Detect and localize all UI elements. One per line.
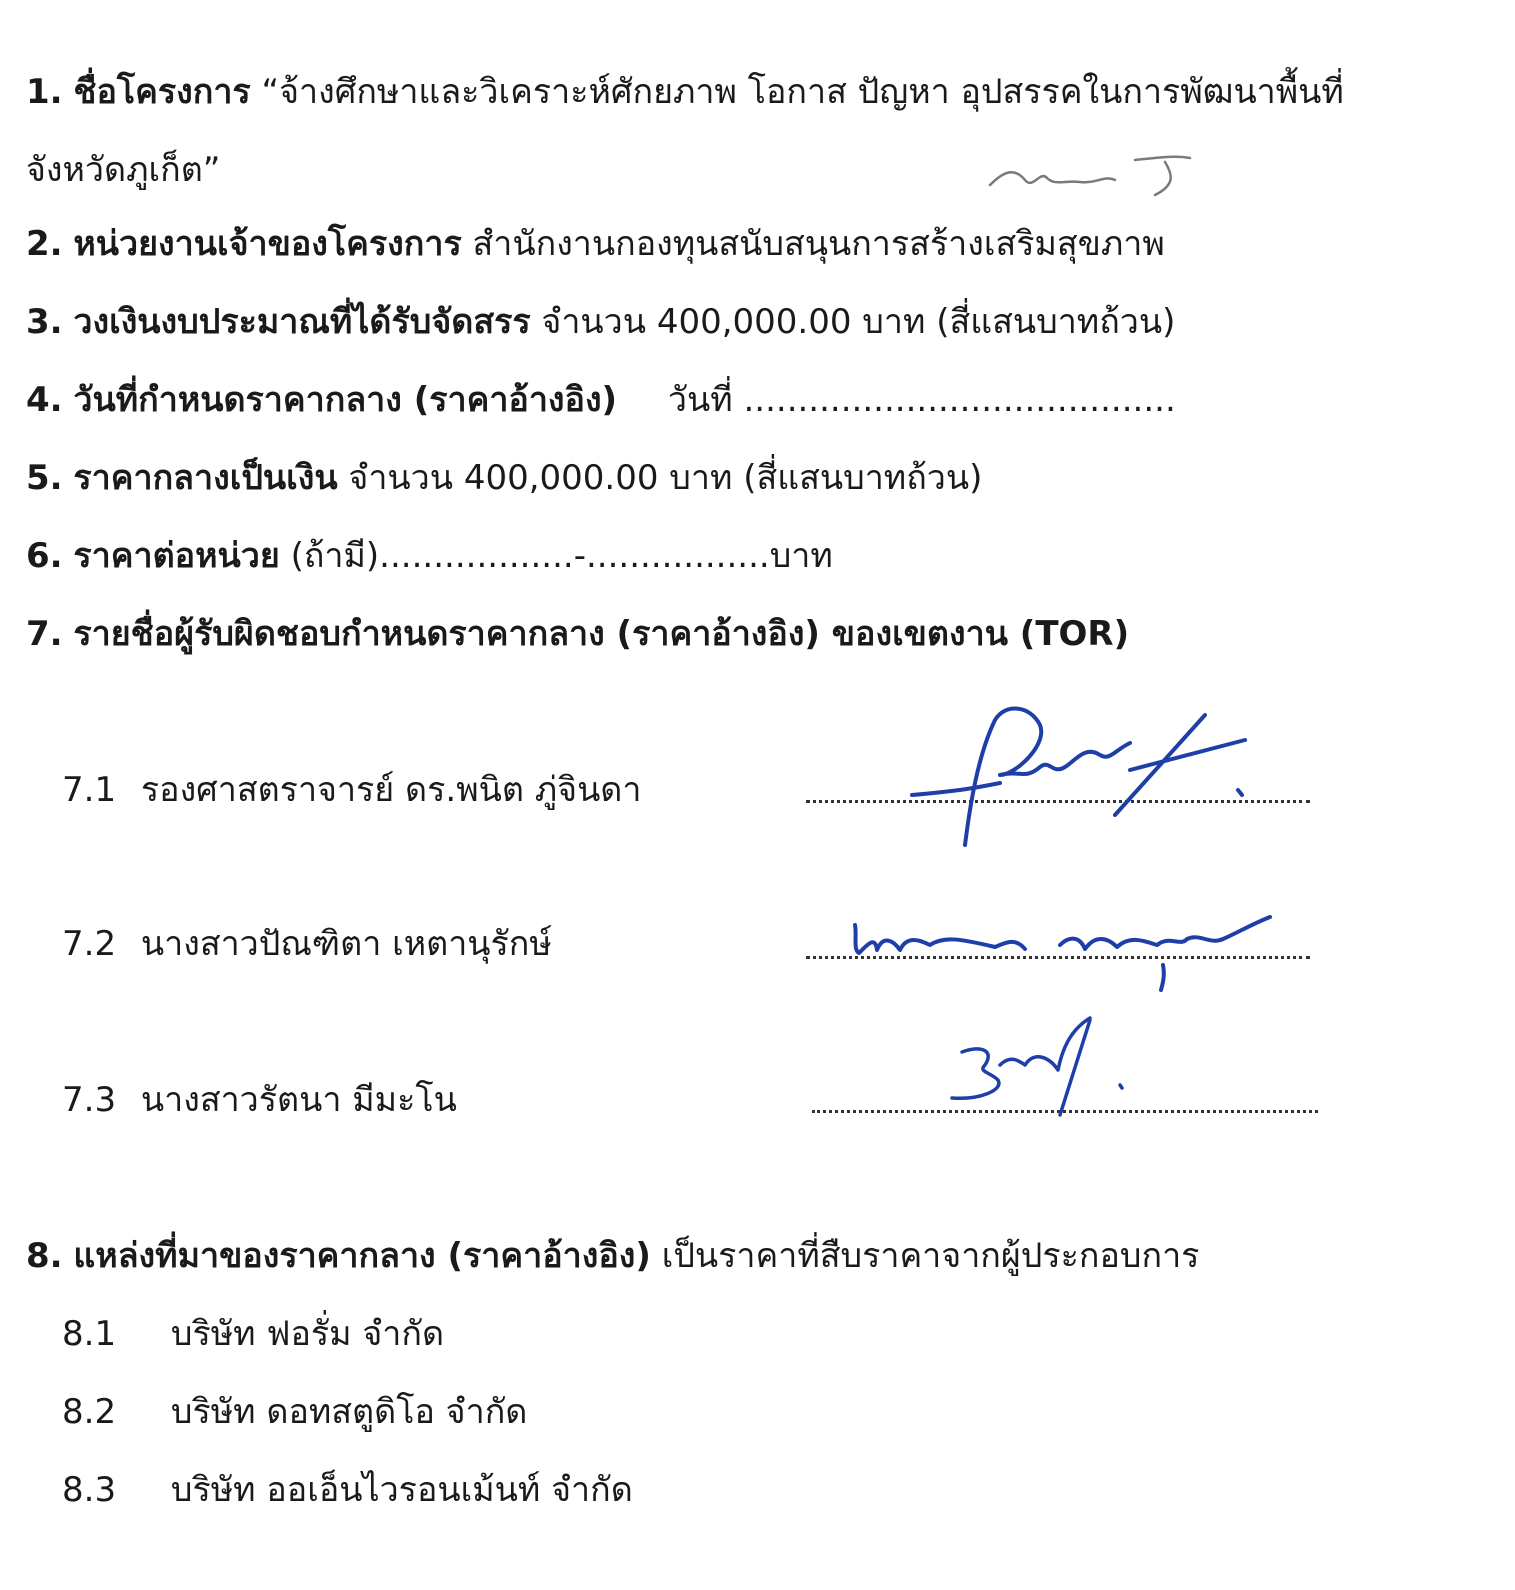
person-name: รองศาสตราจารย์ ดร.พนิต ภู่จินดา bbox=[140, 770, 642, 810]
item-4-num: 4. bbox=[26, 380, 63, 420]
source-row-3 bbox=[62, 1466, 633, 1514]
item-8-num: 8. bbox=[26, 1236, 63, 1276]
source-name: บริษัท ดอทสตูดิโอ จำกัด bbox=[170, 1392, 528, 1432]
item-6-num: 6. bbox=[26, 536, 63, 576]
item-5-label: ราคากลางเป็นเงิน bbox=[73, 458, 338, 498]
item-2-label: หน่วยงานเจ้าของโครงการ bbox=[73, 224, 462, 264]
signature-3 bbox=[940, 1010, 1140, 1120]
item-4-label: วันที่กำหนดราคากลาง (ราคาอ้างอิง) bbox=[73, 380, 618, 420]
item-3-value: จำนวน 400,000.00 บาท (สี่แสนบาทถ้วน) bbox=[541, 302, 1176, 342]
initials-signature bbox=[985, 150, 1195, 210]
item-5-value: จำนวน 400,000.00 บาท (สี่แสนบาทถ้วน) bbox=[348, 458, 983, 498]
person-row-3 bbox=[62, 1076, 457, 1124]
item-5 bbox=[26, 454, 982, 502]
item-1 bbox=[26, 68, 1344, 116]
source-row-2 bbox=[62, 1388, 527, 1436]
item-5-num: 5. bbox=[26, 458, 63, 498]
item-6-label: ราคาต่อหน่วย bbox=[73, 536, 280, 576]
item-2-value: สำนักงานกองทุนสนับสนุนการสร้างเสริมสุขภาพ bbox=[472, 224, 1165, 264]
person-num: 7.2 bbox=[62, 924, 117, 964]
item-1-num: 1. bbox=[26, 72, 63, 112]
item-7 bbox=[26, 610, 1129, 658]
item-4-value: วันที่ ........................................ bbox=[667, 380, 1176, 420]
person-name: นางสาวรัตนา มีมะโน bbox=[140, 1080, 457, 1120]
item-2-num: 2. bbox=[26, 224, 63, 264]
item-1-value-cont: จังหวัดภูเก็ต” bbox=[26, 150, 221, 190]
item-6-value: (ถ้ามี)..................-.................บาท bbox=[290, 536, 833, 576]
item-6 bbox=[26, 532, 833, 580]
item-1-value: “จ้างศึกษาและวิเคราะห์ศักยภาพ โอกาส ปัญหา อุปสรรคในการพัฒนาพื้นที่ bbox=[261, 72, 1344, 112]
item-7-num: 7. bbox=[26, 614, 63, 654]
item-1-label: ชื่อโครงการ bbox=[73, 72, 251, 112]
item-8-value: เป็นราคาที่สืบราคาจากผู้ประกอบการ bbox=[661, 1236, 1200, 1276]
item-3-num: 3. bbox=[26, 302, 63, 342]
item-2 bbox=[26, 220, 1165, 268]
signature-1 bbox=[900, 695, 1260, 865]
item-8-label: แหล่งที่มาของราคากลาง (ราคาอ้างอิง) bbox=[73, 1236, 651, 1276]
source-num: 8.2 bbox=[62, 1392, 117, 1432]
person-num: 7.1 bbox=[62, 770, 117, 810]
item-8 bbox=[26, 1232, 1199, 1280]
source-num: 8.1 bbox=[62, 1314, 117, 1354]
item-3 bbox=[26, 298, 1175, 346]
signature-2 bbox=[845, 905, 1305, 995]
item-7-label: รายชื่อผู้รับผิดชอบกำหนดราคากลาง (ราคาอ้างอิง) ของเขตงาน (TOR) bbox=[73, 614, 1130, 654]
item-1-continued bbox=[26, 146, 220, 194]
source-name: บริษัท ฟอรั่ม จำกัด bbox=[170, 1314, 445, 1354]
source-num: 8.3 bbox=[62, 1470, 117, 1510]
person-name: นางสาวปัณฑิตา เหตานุรักษ์ bbox=[140, 924, 552, 964]
item-4 bbox=[26, 376, 1176, 424]
person-num: 7.3 bbox=[62, 1080, 117, 1120]
person-row-2 bbox=[62, 920, 552, 968]
source-name: บริษัท ออเอ็นไวรอนเม้นท์ จำกัด bbox=[170, 1470, 633, 1510]
item-3-label: วงเงินงบประมาณที่ได้รับจัดสรร bbox=[73, 302, 531, 342]
source-row-1 bbox=[62, 1310, 444, 1358]
person-row-1 bbox=[62, 766, 641, 814]
